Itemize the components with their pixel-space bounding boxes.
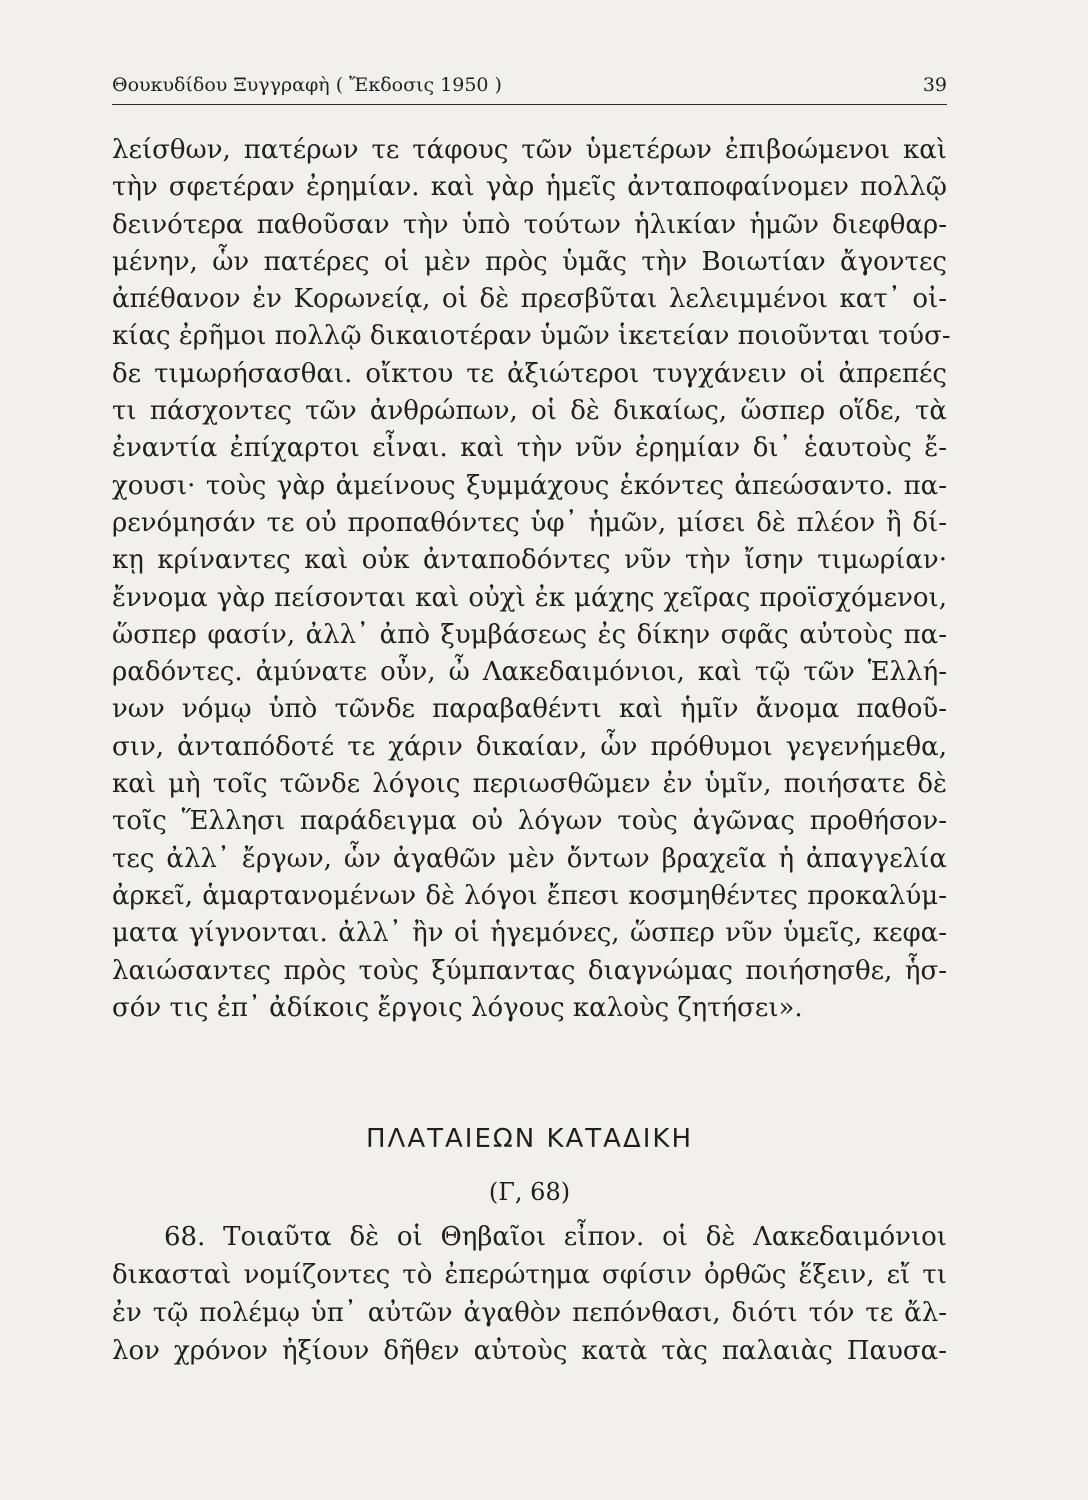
- text-line: ἀρκεῖ, ἁμαρτανομένων δὲ λόγοι ἔπεσι κοσμηθέντες προκαλύμ-: [112, 880, 947, 911]
- text-line: λαιώσαντες πρὸς τοὺς ξύμπαντας διαγνώμας ποιήσησθε, ἧσ-: [112, 955, 947, 986]
- text-line: τοῖς Ἕλλησι παράδειγμα οὐ λόγων τοὺς ἀγῶνας προθήσον-: [112, 806, 947, 837]
- text-line: ὥσπερ φασίν, ἀλλ᾽ ἀπὸ ξυμβάσεως ἐς δίκην σφᾶς αὐτοὺς πα-: [112, 619, 947, 650]
- text-line: καὶ μὴ τοῖς τῶνδε λόγοις περιωσθῶμεν ἐν ὑμῖν, ποιήσατε δὲ: [112, 769, 947, 800]
- section-reference: (Γ, 68): [488, 1178, 571, 1206]
- text-line: δικασταὶ νομίζοντες τὸ ἐπερώτημα σφίσιν ὀρθῶς ἕξειν, εἴ τι: [112, 1260, 947, 1290]
- text-line: 68. Τοιαῦτα δὲ οἱ Θηβαῖοι εἶπον. οἱ δὲ Λακεδαιμόνιοι: [164, 1222, 947, 1252]
- header-rule: [112, 104, 947, 105]
- page-number: 39: [922, 74, 947, 96]
- text-line: ραδόντες. ἀμύνατε οὖν, ὦ Λακεδαιμόνιοι, καὶ τῷ τῶν Ἑλλή-: [112, 657, 947, 688]
- text-line: ἐν τῷ πολέμῳ ὑπ᾽ αὐτῶν ἀγαθὸν πεπόνθασι, διότι τόν τε ἄλ-: [112, 1298, 947, 1328]
- text-line: δεινότερα παθοῦσαν τὴν ὑπὸ τούτων ἡλικίαν ἡμῶν διεφθαρ-: [112, 209, 947, 240]
- paragraph-main: [112, 132, 951, 1027]
- text-line: μένην, ὧν πατέρες οἱ μὲν πρὸς ὑμᾶς τὴν Βοιωτίαν ἄγοντες: [112, 246, 947, 277]
- text-line: λον χρόνον ἠξίουν δῆθεν αὐτοὺς κατὰ τὰς παλαιὰς Παυσα-: [112, 1336, 947, 1366]
- text-line: χουσι· τοὺς γὰρ ἀμείνους ξυμμάχους ἑκόντες ἀπεώσαντο. πα-: [112, 470, 947, 501]
- text-line: τι πάσχοντες τῶν ἀνθρώπων, οἱ δὲ δικαίως, ὥσπερ οἵδε, τὰ: [112, 396, 947, 427]
- section-heading: ΠΛΑΤΑΙΕΩΝ ΚΑΤΑΔΙΚΗ: [365, 1124, 694, 1154]
- running-header: [112, 74, 947, 100]
- text-line: τες ἀλλ᾽ ἔργων, ὧν ἀγαθῶν μὲν ὄντων βραχεῖα ἡ ἀπαγγελία: [112, 843, 947, 874]
- text-line: ρενόμησάν τε οὐ προπαθόντες ὑφ᾽ ἡμῶν, μίσει δὲ πλέον ἢ δί-: [112, 507, 947, 538]
- paragraph-68: [112, 1218, 947, 1370]
- text-line: κῃ κρίναντες καὶ οὐκ ἀνταποδόντες νῦν τὴν ἴσην τιμωρίαν·: [112, 545, 947, 576]
- running-title: Θουκυδίδου Ξυγγραφὴ ( Ἔκδοσις 1950 ): [112, 74, 502, 96]
- text-line: σιν, ἀνταπόδοτέ τε χάριν δικαίαν, ὧν πρόθυμοι γεγενήμεθα,: [112, 731, 947, 762]
- text-line: τὴν σφετέραν ἐρημίαν. καὶ γὰρ ἡμεῖς ἀνταποφαίνομεν πολλῷ: [112, 172, 947, 203]
- text-line: κίας ἐρῆμοι πολλῷ δικαιοτέραν ὑμῶν ἱκετείαν ποιοῦνται τούσ-: [112, 321, 951, 352]
- text-line: ματα γίγνονται. ἀλλ᾽ ἢν οἱ ἡγεμόνες, ὥσπερ νῦν ὑμεῖς, κεφα-: [112, 918, 947, 949]
- text-line: νων νόμῳ ὑπὸ τῶνδε παραβαθέντι καὶ ἡμῖν ἄνομα παθοῦ-: [112, 694, 947, 725]
- text-line: ἔννομα γὰρ πείσονται καὶ οὐχὶ ἐκ μάχης χεῖρας προϊσχόμενοι,: [112, 582, 947, 613]
- text-line: ἐναντία ἐπίχαρτοι εἶναι. καὶ τὴν νῦν ἐρημίαν δι᾽ ἑαυτοὺς ἔ-: [112, 433, 947, 464]
- text-line: δε τιμωρήσασθαι. οἴκτου τε ἀξιώτεροι τυγχάνειν οἱ ἀπρεπές: [112, 358, 947, 389]
- text-line: ἀπέθανον ἐν Κορωνείᾳ, οἱ δὲ πρεσβῦται λελειμμένοι κατ᾽ οἰ-: [112, 284, 947, 315]
- text-line: σόν τις ἐπ᾽ ἀδίκοις ἔργοις λόγους καλοὺς ζητήσει».: [112, 992, 803, 1023]
- text-line: λείσθων, πατέρων τε τάφους τῶν ὑμετέρων ἐπιβοώμενοι καὶ: [112, 135, 947, 165]
